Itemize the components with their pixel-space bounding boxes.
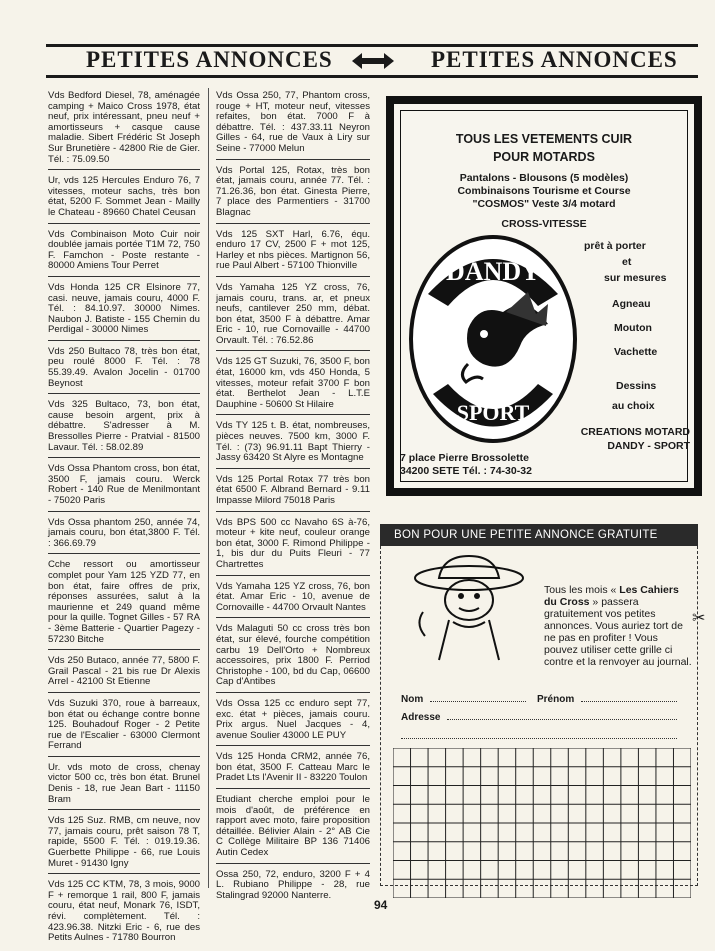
col1-ad-13: Vds 125 Suz. RMB, cm neuve, nov 77, jamais couru, prêt saison 78 T, rapide, 5500 F. Tél. : 019.19.36. Guerbette Philippe - 66, rue Louis Muret - 91430 Igny [48, 813, 200, 874]
prenom-dotted-line[interactable] [581, 701, 677, 702]
coupon-text-c: » passera gratuitement vos petites annonces. Vous auriez tort de ne pas en profiter ! Vous pouvez utiliser cette grille ci contre et la renvoyer au journal. [544, 596, 692, 668]
col2-ad-9: Vds Yamaha 125 YZ cross, 76, bon état. Amar Eric - 10, avenue de Cornovaille - 44700 Orvault Nantes [216, 579, 370, 619]
col2-ad-13: Etudiant cherche emploi pour le mois d'août, de préférence en rapport avec moto, faire proposition détaillée. Bélivier Alain - 2° AB Cie C Collège Militaire BP 136 71406 Autin Cedex [216, 792, 370, 864]
coupon-magazine-name: Les Cahiers du Cross [544, 584, 679, 608]
col2-ad-11: Vds Ossa 125 cc enduro sept 77, exc. état + pièces, jamais couru. Prix argus. Nuel Jacques - 4, avenue Soulier 43000 LE PUY [216, 696, 370, 746]
prenom-field[interactable] [537, 694, 677, 705]
col2-ad-5: Vds 125 GT Suzuki, 76, 3500 F, bon état, 16000 km, vds 450 Honda, 5 vitesses, moteur refait 3700 F bon état. Berthelot Jean - L.T.E Dauphine - 50600 St Hilaire [216, 354, 370, 415]
header-title-right: PETITES ANNONCES [431, 47, 678, 72]
ad-creations-1: CREATIONS MOTARD [580, 426, 690, 438]
col2-ad-6: Vds TY 125 t. B. état, nombreuses, pièces neuves. 7500 km, 3000 F. Tél. : (73) 96.91.11 Bapt Thierry - Jassy 63420 St Alyre es Montagne [216, 418, 370, 468]
ad-right-4: Agneau [612, 298, 651, 310]
scissors-icon: ✂ [692, 610, 706, 627]
nom-field[interactable] [401, 694, 526, 705]
page-number: 94 [374, 898, 388, 912]
col2-ad-12: Vds 125 Honda CRM2, année 76, bon état, 3500 F. Catteau Marc le Pradet Lts l'Avenir II - 83220 Toulon [216, 749, 370, 789]
ad-right-7: Dessins [616, 380, 657, 392]
ad-headline-2: POUR MOTARDS [493, 150, 595, 164]
nom-label: Nom [401, 694, 424, 705]
ad-right-2: et [622, 256, 632, 268]
cowboy-cartoon-icon [409, 552, 529, 662]
coupon-text-a: Tous les mois « [544, 584, 620, 596]
ad-address-2: 34200 SETE Tél. : 74-30-32 [400, 465, 532, 477]
header-bottom-rule [46, 75, 698, 78]
ad-products-line-2: Combinaisons Tourisme et Course [457, 185, 631, 197]
classifieds-column-2 [216, 88, 370, 908]
ad-right-5: Mouton [614, 322, 652, 334]
col2-ad-2: Vds Portal 125, Rotax, très bon état, jamais couru, année 77. Tél. : 71.26.36, bon état. Ginesta Pierre, 7 place des Parmentiers - 31700 Blagnac [216, 163, 370, 224]
ad-creations-2: DANDY - SPORT [607, 440, 690, 452]
classifieds-column-1 [48, 88, 200, 951]
ad-products-line: Pantalons - Blousons (5 modèles) [459, 172, 629, 184]
col1-ad-3: Vds Combinaison Moto Cuir noir doublée jamais portée T1M 72, 750 F. Famchon - Poste restante - 80000 Amiens Tour Perret [48, 227, 200, 277]
page-header [46, 44, 698, 78]
column-separator [208, 88, 209, 888]
ad-right-8: au choix [612, 400, 655, 412]
coupon-heading: BON POUR UNE PETITE ANNONCE GRATUITE [380, 524, 698, 546]
free-ad-coupon [380, 524, 698, 886]
logo-text-dandy [408, 234, 578, 444]
col2-ad-8: Vds BPS 500 cc Navaho 6S à-76, moteur + kite neuf, couleur orange bon état, 3000 F. Rimond Philippe - 1, bis dur du Puits Fleuri - 77 Chartrettes [216, 515, 370, 576]
coupon-box [380, 546, 698, 886]
col2-ad-1: Vds Ossa 250, 77, Phantom cross, rouge + HT, moteur neuf, vitesses refaites, bon état. 7000 F à débattre. Tél. : 437.33.11 Neyron Gilles - 64, rue de Vaux à Liry sur Seine - 77000 Melun [216, 88, 370, 160]
adresse-dotted-line[interactable] [447, 719, 677, 720]
col1-ad-2: Ur, vds 125 Hercules Enduro 76, 7 vitesses, moteur sachs, très bon état, 5200 F. Sommet Jean - Mailly le Chateau - 89660 Chatel Ceusan [48, 173, 200, 223]
col1-ad-14: Vds 125 CC KTM, 78, 3 mois, 9000 F + remorque 1 rail, 800 F, jamais couru, état neuf, Monark 76, ISDT, révi. complètement. Tél. : 423.96.38. Nitzki Eric - 6, rue des Petits Aulnes - 71780 Bourron [48, 879, 200, 944]
ad-headline-1: TOUS LES VETEMENTS CUIR [455, 132, 633, 146]
ad-right-1: prêt à porter [584, 240, 646, 252]
col2-ad-3: Vds 125 SXT Harl, 6.76, équ. enduro 17 CV, 2500 F + mot 125, Harley et nbs pièces. Martignon 56, rue Paul Albert - 57100 Thionville [216, 227, 370, 277]
ad-right-3: sur mesures [604, 272, 667, 284]
col1-ad-6: Vds 325 Bultaco, 73, bon état, cause besoin argent, prix à débattre. S'adresser à M. Bressolles Pierre - Pratvial - 81500 Lavaur. Tél. : 58.02.89 [48, 397, 200, 458]
col1-ad-12: Ur. vds moto de cross, chenay victor 500 cc, très bon état. Brunel Denis - 18, rue Jean Bart - 11150 Bram [48, 760, 200, 810]
dandy-sport-advertisement [386, 96, 702, 496]
adresse-dotted-line-2[interactable] [401, 738, 677, 739]
prenom-label: Prénom [537, 694, 575, 705]
adresse-field[interactable] [401, 712, 677, 723]
col2-ad-10: Vds Malaguti 50 cc cross très bon état, sur élevé, fourche compétition carbu 19 Dell'Orto + Nombreux accessoires, prix 1800 F. Perriod Christophe - 100, bd du Cap, 06600 Cap d'Antibes [216, 621, 370, 693]
coupon-description [544, 584, 692, 668]
nom-dotted-line[interactable] [430, 701, 526, 702]
ad-cross-vitesse: CROSS-VITESSE [501, 218, 587, 230]
logo-dandy-text: DANDY [446, 257, 540, 286]
logo-sport-text: SPORT [456, 400, 530, 425]
col2-ad-4: Vds Yamaha 125 YZ cross, 76, jamais couru, trans. ar, et pneux neufs, cantilever 250 mm, débat. bon état, 3500 F à débattre. Amar Eric - 10, rue Cornovaille - 44700 Orvault. Tél. : 76.52.86 [216, 280, 370, 352]
ad-text-grid[interactable] [393, 748, 691, 898]
col1-ad-9: Cche ressort ou amortisseur complet pour Yam 125 YZD 77, en bon état, faire offres de prix, réponses assurées, salut à la maurienne et 249 quand même pour la quille. Tognet Gilles - 57 RA - 3ème Batterie - Quartier Pagezy - 57230 Bitche [48, 557, 200, 650]
col1-ad-5: Vds 250 Bultaco 78, très bon état, peu roulé 8000 F. Tél. : 78 55.39.49. Avalon Jocelin - 01700 Beynost [48, 344, 200, 394]
double-arrow-icon [352, 53, 394, 69]
header-title-left: PETITES ANNONCES [86, 47, 333, 72]
col1-ad-1: Vds Bedford Diesel, 78, aménagée camping + Maico Cross 1978, état neuf, prix intéressant, pneu neuf + amortisseurs + casque cause maladie. Sibert Frédéric St Joseph Sur Brunetière - 42800 Rie de Gier. Tél. : 75.09.50 [48, 88, 200, 170]
col2-ad-14: Ossa 250, 72, enduro, 3200 F + 4 L. Rubiano Philippe - 28, rue Stalingrad 92000 Nanterre. [216, 868, 370, 901]
col1-ad-10: Vds 250 Butaco, année 77, 5800 F. Grail Pascal - 21 bis rue Dr Alexis Arrel - 42100 St Etienne [48, 653, 200, 693]
adresse-label: Adresse [401, 712, 441, 723]
col1-ad-8: Vds Ossa phantom 250, année 74, jamais couru, bon état,3800 F. Tél. : 366.69.79 [48, 515, 200, 555]
ad-right-6: Vachette [614, 346, 658, 358]
ad-address-1: 7 place Pierre Brossolette [400, 452, 529, 464]
col1-ad-4: Vds Honda 125 CR Elsinore 77, casi. neuve, jamais couru, 4000 F. Tél. : 84.10.97. 30000 Nimes. Naubon J. Batiste - 155 Chemin du Perdigal - 30000 Nimes [48, 280, 200, 341]
col1-ad-11: Vds Suzuki 370, roue à barreaux, bon état ou échange contre bonne 125. Bouhadouf Roger - 2 Petite rue de l'Escalier - 63000 Clermont Ferrand [48, 696, 200, 757]
col1-ad-7: Vds Ossa Phantom cross, bon état, 3500 F, jamais couru. Werck Robert - 140 Rue de Menilmontant - 75020 Paris [48, 461, 200, 511]
col2-ad-7: Vds 125 Portal Rotax 77 très bon état 6500 F. Albrand Bernard - 9.11 Impasse Milord 75018 Paris [216, 472, 370, 512]
ad-products-line-3: "COSMOS" Veste 3/4 motard [472, 198, 616, 210]
